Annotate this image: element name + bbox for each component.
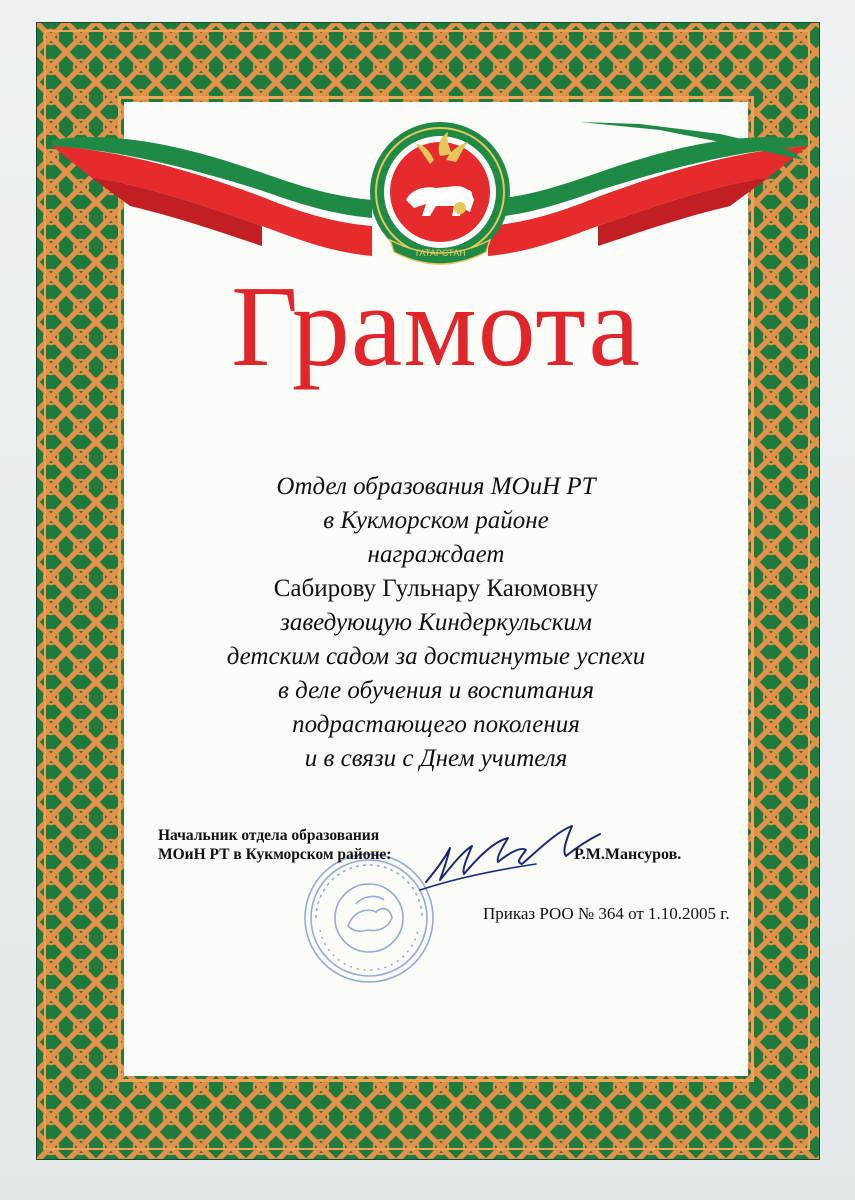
signatory-name: Р.М.Мансуров. [574, 846, 682, 863]
tatarstan-emblem [356, 116, 524, 274]
award-line-6: детским садом за достигнутые успехи [226, 643, 646, 670]
order-reference: Приказ РОО № 364 от 1.10.2005 г. [483, 904, 730, 923]
award-line-3: награждает [367, 541, 505, 568]
award-line-7: в деле обучения и воспитания [278, 677, 594, 704]
award-line-5: заведующую Киндеркульским [280, 609, 592, 636]
position-line-1: Начальник отдела образования [158, 827, 380, 844]
recipient-name: Сабирову Гульнару Каюмовну [273, 575, 599, 602]
emblem-label: ТАТАРСТАН [414, 248, 466, 258]
award-line-1: Отдел образования МОиН РТ [276, 473, 596, 500]
award-line-8: подрастающего поколения [292, 711, 580, 738]
position-line-2: МОиН РТ в Кукморском районе: [158, 846, 392, 863]
award-line-9: и в связи с Днем учителя [304, 745, 568, 772]
certificate-title: Грамота [231, 263, 641, 391]
award-line-2: в Кукморском районе [323, 507, 549, 534]
award-text [180, 470, 692, 776]
signatory-position [158, 826, 448, 864]
